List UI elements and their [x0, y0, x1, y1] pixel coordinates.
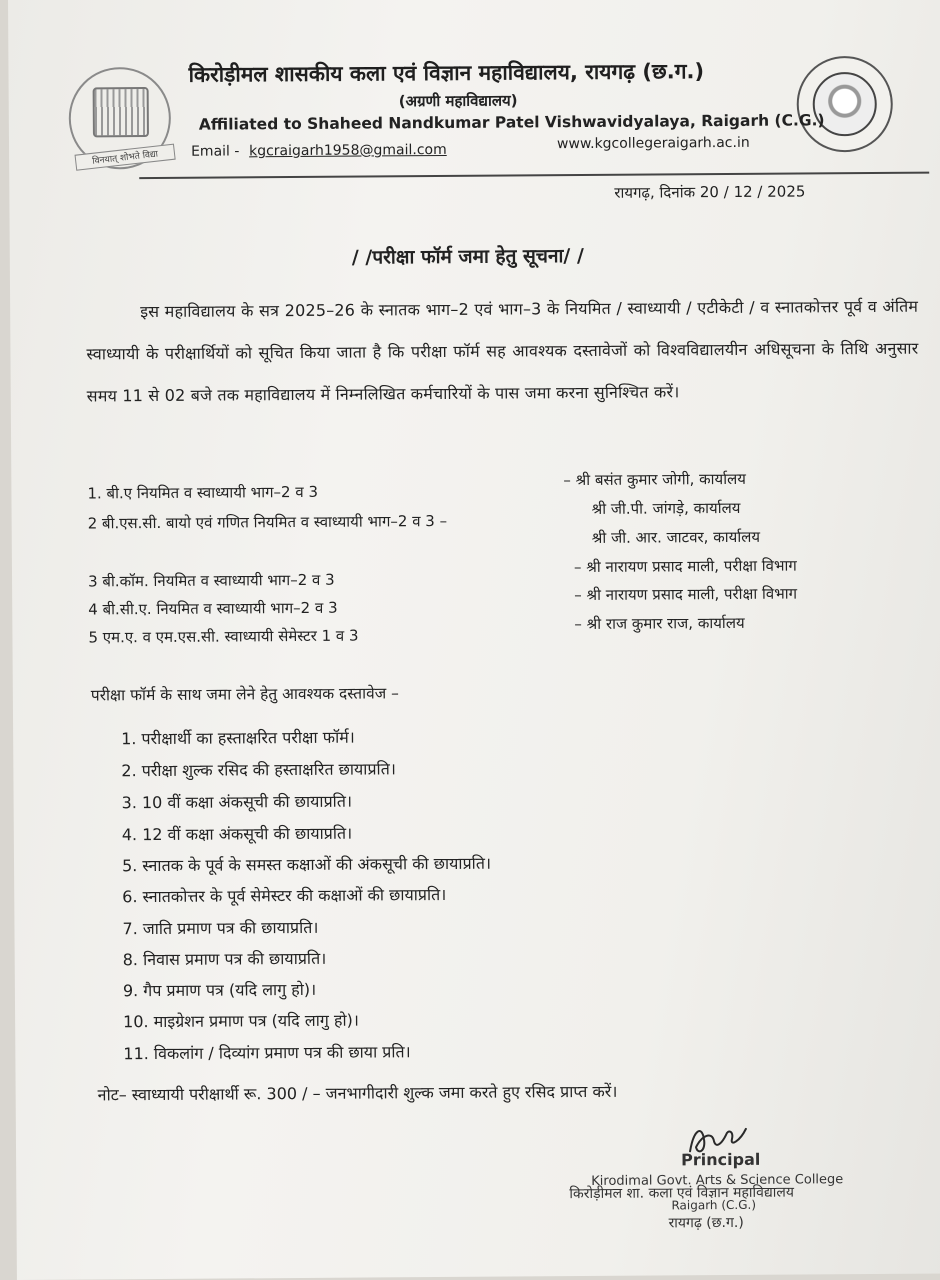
university-emblem-seal — [796, 56, 893, 153]
assignment-course: 2 बी.एस.सी. बायो एवं गणित नियमित व स्वाध्यायी भाग–2 व 3 – — [87, 511, 448, 533]
document-item: 9. गैप प्रमाण पत्र (यदि लागु हो)। — [122, 979, 317, 1001]
assignment-staff: श्री जी.पी. जांगड़े, कार्यालय — [591, 498, 741, 518]
documents-title: परीक्षा फॉर्म के साथ जमा लेने हेतु आवश्यक दस्तावेज – — [90, 684, 399, 705]
fee-note: नोट– स्वाध्यायी परीक्षार्थी रू. 300 / – जनभागीदारी शुल्क जमा करते हुए रसिद प्राप्त करें। — [97, 1081, 618, 1105]
website-link[interactable]: www.kgcollegeraigarh.ac.in — [556, 134, 750, 153]
assignment-staff: – श्री राज कुमार राज, कार्यालय — [574, 613, 745, 634]
notice-sheet — [8, 0, 940, 1280]
seal-motto: विनयात् शोभते विद्या — [75, 144, 176, 171]
assignment-staff: – श्री बसंत कुमार जोगी, कार्यालय — [563, 469, 747, 490]
stamp-college-hindi: किरोड़ीमल शा. कला एवं विज्ञान महाविद्यालय — [569, 1184, 795, 1203]
email-link[interactable]: kgcraigarh1958@gmail.com — [249, 141, 447, 160]
document-item: 10. माइग्रेशन प्रमाण पत्र (यदि लागु हो)। — [123, 1010, 359, 1032]
stamp-city-english: Raigarh (C.G.) — [671, 1197, 757, 1213]
assignment-course: 3 बी.कॉम. नियमित व स्वाध्यायी भाग–2 व 3 — [87, 570, 335, 591]
notice-heading: / /परीक्षा फॉर्म जमा हेतु सूचना/ / — [351, 244, 584, 269]
document-item: 7. जाति प्रमाण पत्र की छायाप्रति। — [122, 917, 319, 939]
college-emblem-seal — [68, 67, 171, 170]
document-item: 1. परीक्षार्थी का हस्ताक्षरित परीक्षा फॉर्म। — [121, 727, 355, 749]
assignment-course: 4 बी.सी.ए. नियमित व स्वाध्यायी भाग–2 व 3 — [88, 598, 338, 619]
college-subtitle: (अग्रणी महाविद्यालय) — [398, 91, 518, 111]
college-name: किरोड़ीमल शासकीय कला एवं विज्ञान महाविद्यालय, रायगढ़ (छ.ग.) — [188, 59, 705, 87]
assignment-course: 1. बी.ए नियमित व स्वाध्यायी भाग–2 व 3 — [87, 482, 319, 503]
document-item: 11. विकलांग / दिव्यांग प्रमाण पत्र की छाया प्रति। — [123, 1042, 411, 1064]
assignment-staff: श्री जी. आर. जाटवर, कार्यालय — [591, 527, 761, 547]
assignment-staff: – श्री नारायण प्रसाद माली, परीक्षा विभाग — [573, 556, 797, 577]
document-item: 2. परीक्षा शुल्क रसिद की हस्ताक्षरित छायाप्रति। — [121, 759, 396, 781]
date-line: रायगढ़, दिनांक 20 / 12 / 2025 — [614, 182, 806, 202]
affiliation-line: Affiliated to Shaheed Nandkumar Patel Vishwavidyalaya, Raigarh (C.G.) — [198, 111, 825, 134]
notice-paragraph: इस महाविद्यालय के सत्र 2025–26 के स्नातक भाग–2 एवं भाग–3 के नियमित / स्वाध्यायी / एटीकेटी / व स्नातकोत्तर पूर्व व अंतिम स्वाध्यायी के परीक्षार्थियों को सूचित किया जाता है कि परीक्षा फॉर्म सह आवश्यक दस्तावेजों को विश्वविद्यालयीन अधिसूचना के तिथि अनुसार समय 11 से 02 बजे तक महाविद्यालय में निम्नलिखित कर्मचारियों के पास जमा करना सुनिश्चित करें। — [86, 296, 919, 406]
assignment-staff: – श्री नारायण प्रसाद माली, परीक्षा विभाग — [574, 584, 798, 605]
document-item: 6. स्नातकोत्तर के पूर्व सेमेस्टर की कक्षाओं की छायाप्रति। — [122, 884, 447, 907]
signature-title: Principal — [681, 1149, 761, 1170]
stamp-city-hindi: रायगढ़ (छ.ग.) — [668, 1214, 744, 1232]
document-item: 5. स्नातक के पूर्व के समस्त कक्षाओं की अंकसूची की छायाप्रति। — [121, 853, 492, 876]
email-label: Email - — [191, 143, 240, 160]
header-divider — [139, 172, 929, 180]
stamp-college-english: Kirodimal Govt. Arts & Science College — [591, 1172, 844, 1189]
document-item: 8. निवास प्रमाण पत्र की छायाप्रति। — [122, 948, 327, 970]
book-icon — [93, 87, 149, 137]
document-item: 3. 10 वीं कक्षा अंकसूची की छायाप्रति। — [121, 791, 353, 813]
document-item: 4. 12 वीं कक्षा अंकसूची की छायाप्रति। — [121, 823, 353, 845]
assignment-course: 5 एम.ए. व एम.एस.सी. स्वाध्यायी सेमेस्टर 1 व 3 — [88, 626, 359, 647]
